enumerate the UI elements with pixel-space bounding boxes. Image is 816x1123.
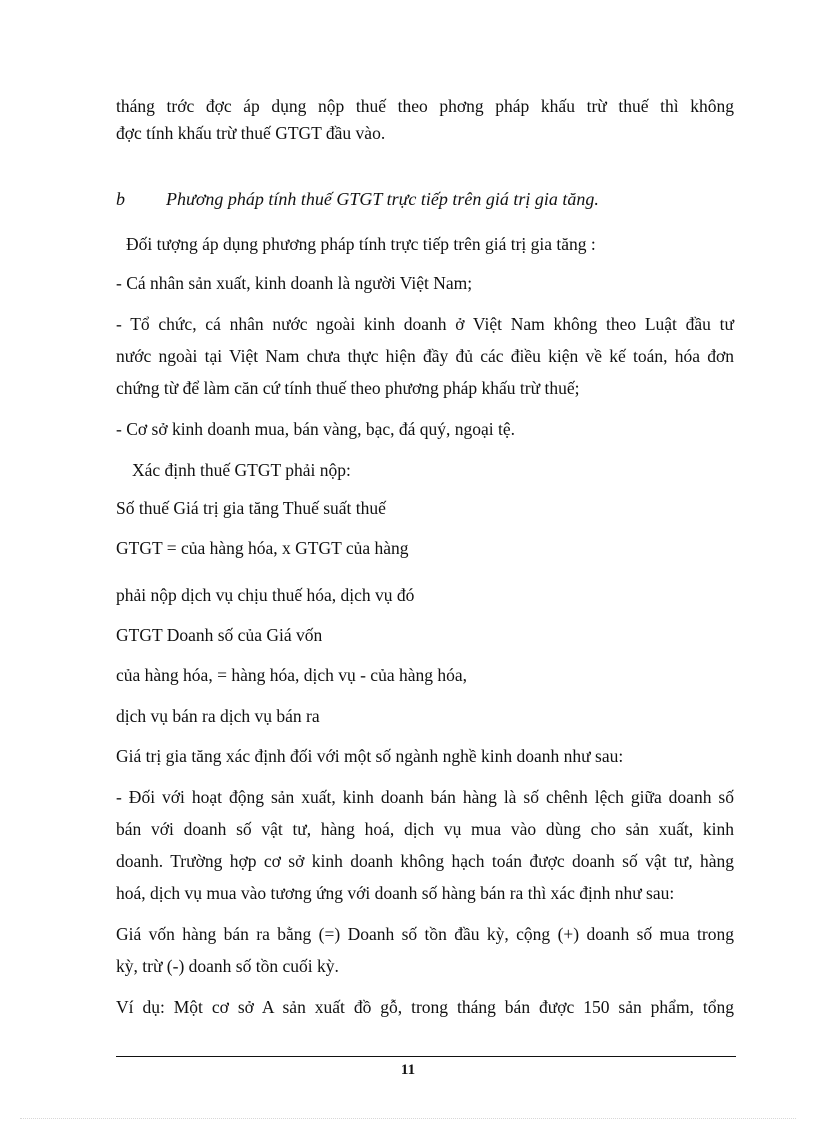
- formula-line: Số thuế Giá trị gia tăng Thuế suất thuế: [116, 498, 386, 518]
- bullet-line: - Cá nhân sản xuất, kinh doanh là người Việt Nam;: [116, 273, 473, 293]
- paragraph-line: Giá trị gia tăng xác định đối với một số ngành nghề kinh doanh như sau:: [116, 746, 624, 766]
- paragraph-line: kỳ, trừ (-) doanh số tồn cuối kỳ.: [116, 956, 339, 976]
- paragraph-line: nước ngoài tại Việt Nam chưa thực hiện đầy đủ các điều kiện về kế toán, hóa đơn: [116, 346, 734, 366]
- paragraph-line: Đối tượng áp dụng phương pháp tính trực tiếp trên giá trị gia tăng :: [126, 234, 596, 254]
- bullet-line: - Cơ sở kinh doanh mua, bán vàng, bạc, đá quý, ngoại tệ.: [116, 419, 516, 439]
- page-number: 11: [400, 1062, 416, 1078]
- footer-rule: [116, 1056, 736, 1057]
- section-heading: Phương pháp tính thuế GTGT trực tiếp trên giá trị gia tăng.: [166, 189, 599, 209]
- formula-line: GTGT = của hàng hóa, x GTGT của hàng: [116, 538, 409, 558]
- page-edge-divider: [20, 1118, 796, 1119]
- paragraph-line: đợc tính khấu trừ thuế GTGT đầu vào.: [116, 123, 386, 143]
- paragraph-line: doanh. Trường hợp cơ sở kinh doanh không hạch toán được doanh số vật tư, hàng: [116, 851, 734, 871]
- bullet-line: - Đối với hoạt động sản xuất, kinh doanh bán hàng là số chênh lệch giữa doanh số: [116, 787, 734, 807]
- formula-line: của hàng hóa, = hàng hóa, dịch vụ - của hàng hóa,: [116, 665, 467, 685]
- paragraph-line: hoá, dịch vụ mua vào tương ứng với doanh số hàng bán ra thì xác định như sau:: [116, 883, 675, 903]
- section-marker: b: [116, 189, 125, 209]
- formula-line: GTGT Doanh số của Giá vốn: [116, 625, 323, 645]
- paragraph-line: bán với doanh số vật tư, hàng hoá, dịch vụ mua vào dùng cho sản xuất, kinh: [116, 819, 734, 839]
- formula-line: phải nộp dịch vụ chịu thuế hóa, dịch vụ đó: [116, 585, 415, 605]
- bullet-line: - Tổ chức, cá nhân nước ngoài kinh doanh ở Việt Nam không theo Luật đầu tư: [116, 314, 734, 334]
- paragraph-line: Giá vốn hàng bán ra bằng (=) Doanh số tồn đầu kỳ, cộng (+) doanh số mua trong: [116, 924, 734, 944]
- paragraph-line: Xác định thuế GTGT phải nộp:: [132, 460, 351, 480]
- paragraph-line: tháng trớc đợc áp dụng nộp thuế theo phơng pháp khấu trừ thuế thì không: [116, 96, 734, 116]
- paragraph-line: chứng từ để làm căn cứ tính thuế theo phương pháp khấu trừ thuế;: [116, 378, 580, 398]
- paragraph-line: Ví dụ: Một cơ sở A sản xuất đồ gỗ, trong tháng bán được 150 sản phẩm, tổng: [116, 997, 734, 1017]
- formula-line: dịch vụ bán ra dịch vụ bán ra: [116, 706, 320, 726]
